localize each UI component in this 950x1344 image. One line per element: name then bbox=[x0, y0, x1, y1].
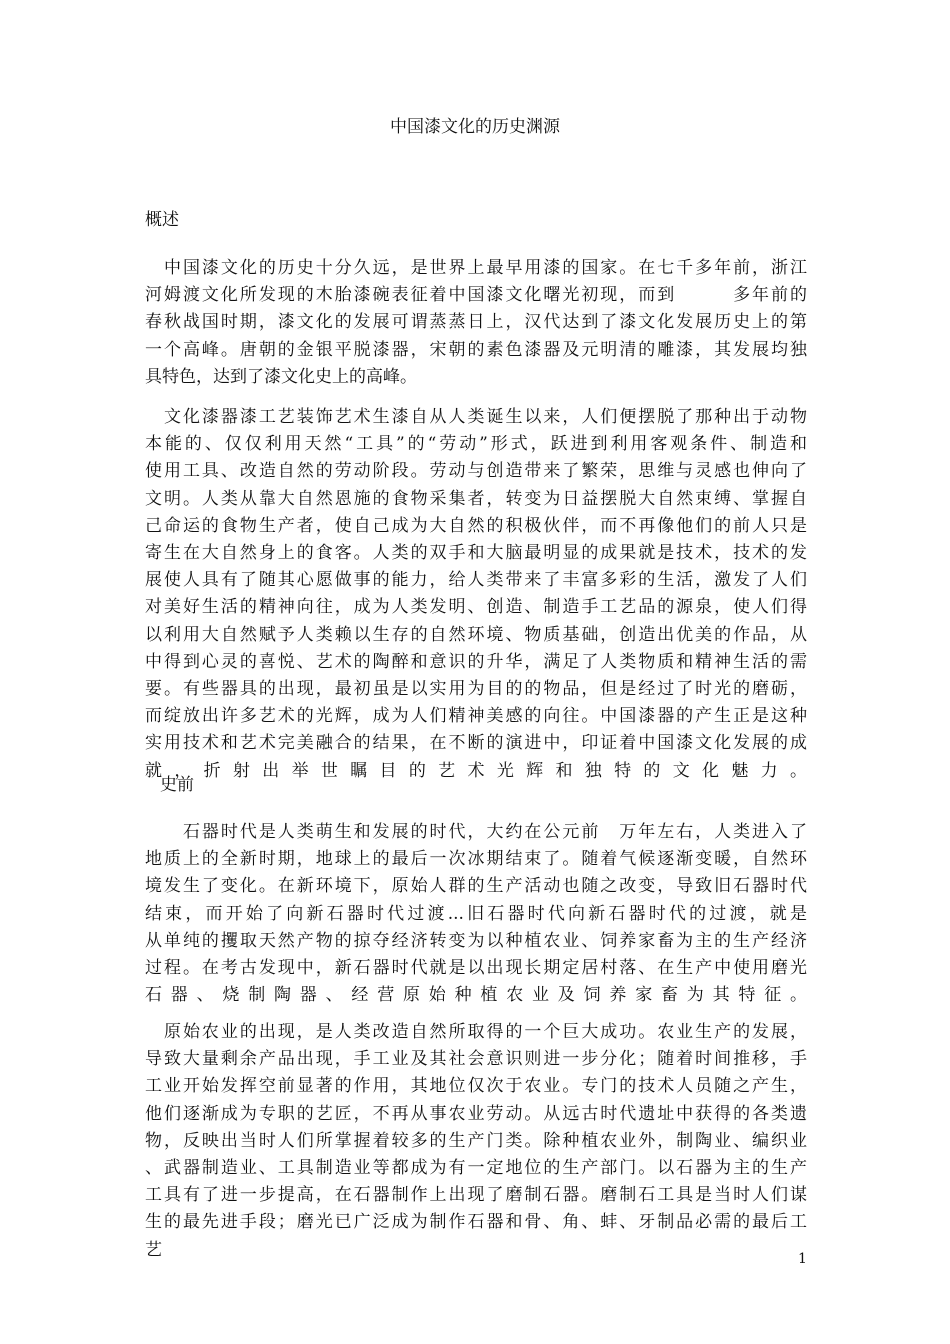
paragraph-overview-2 bbox=[145, 404, 807, 785]
text-line: 寄生在大自然身上的食客。人类的双手和大脑最明显的成果就是技术，技术的发 bbox=[145, 543, 807, 564]
text-line: 境发生了变化。在新环境下，原始人群的生产活动也随之改变，导致旧石器时代 bbox=[145, 876, 807, 897]
text-line: 艺 bbox=[145, 1239, 162, 1260]
text-line: 导致大量剩余产品出现，手工业及其社会意识则进一步分化；随着时间推移，手 bbox=[145, 1049, 807, 1070]
text-line: 生的最先进手段；磨光已广泛成为制作石器和骨、角、蚌、牙制品必需的最后工 bbox=[145, 1212, 807, 1233]
text-line: 结束，而开始了向新石器时代过渡...旧石器时代向新石器时代的过渡，就是 bbox=[145, 903, 807, 924]
section-heading-overview: 概述 bbox=[145, 210, 179, 230]
text-line: 他们逐渐成为专职的艺匠，不再从事农业劳动。从远古时代遗址中获得的各类遗 bbox=[145, 1103, 807, 1124]
text-line: 本能的、仅仅利用天然“工具”的“劳动”形式，跃进到利用客观条件、制造和 bbox=[145, 434, 807, 455]
text-line: 文明。人类从靠大自然恩施的食物采集者，转变为日益摆脱大自然束缚、掌握自 bbox=[145, 488, 807, 509]
text-line: 对美好生活的精神向往，成为人类发明、创造、制造手工艺品的源泉，使人们得 bbox=[145, 597, 807, 618]
section-heading-prehistory: 史前 bbox=[160, 775, 194, 795]
text-line: 物，反映出当时人们所掌握着较多的生产门类。除种植农业外，制陶业、编织业 bbox=[145, 1130, 807, 1151]
text-line: 过程。在考古发现中，新石器时代就是以出现长期定居村落、在生产中使用磨光 bbox=[145, 958, 807, 979]
text-line: 春秋战国时期，漆文化的发展可谓蒸蒸日上，汉代达到了漆文化发展历史上的第 bbox=[145, 312, 807, 333]
text-line: 文化漆器漆工艺装饰艺术生漆自从人类诞生以来，人们便摆脱了那种出于动物 bbox=[145, 407, 807, 427]
text-line: 而绽放出许多艺术的光辉，成为人们精神美感的向往。中国漆器的产生正是这种 bbox=[145, 706, 807, 727]
paragraph-overview-1 bbox=[145, 255, 807, 391]
text-line: 石器时代是人类萌生和发展的时代，大约在公元前 万年左右，人类进入了 bbox=[145, 822, 807, 842]
text-line: 中得到心灵的喜悦、艺术的陶醉和意识的升华，满足了人类物质和精神生活的需 bbox=[145, 651, 807, 672]
text-line: 使用工具、改造自然的劳动阶段。劳动与创造带来了繁荣，思维与灵感也伸向了 bbox=[145, 461, 807, 482]
text-line: 工业开始发挥空前显著的作用，其地位仅次于农业。专门的技术人员随之产生， bbox=[145, 1076, 807, 1097]
text-line: 工具有了进一步提高，在石器制作上出现了磨制石器。磨制石工具是当时人们谋 bbox=[145, 1185, 807, 1206]
paragraph-prehistory-2 bbox=[145, 1019, 807, 1264]
text-line: 石器、烧制陶器、经营原始种植农业及饲养家畜为其特征。 bbox=[145, 985, 807, 1006]
text-line: 中国漆文化的历史十分久远，是世界上最早用漆的国家。在七千多年前，浙江 bbox=[145, 258, 807, 278]
text-line: 河姆渡文化所发现的木胎漆碗表征着中国漆文化曙光初现，而到 多年前的 bbox=[145, 285, 807, 306]
text-line: 从单纯的攫取天然产物的掠夺经济转变为以种植农业、饲养家畜为主的生产经济 bbox=[145, 930, 807, 951]
text-line: 展使人具有了随其心愿做事的能力，给人类带来了丰富多彩的生活，激发了人们 bbox=[145, 570, 807, 591]
text-line: 一个高峰。唐朝的金银平脱漆器，宋朝的素色漆器及元明清的雕漆，其发展均独 bbox=[145, 339, 807, 360]
text-line: 地质上的全新时期，地球上的最后一次冰期结束了。随着气候逐渐变暖，自然环 bbox=[145, 849, 807, 870]
text-line: 要。有些器具的出现，最初虽是以实用为目的的物品，但是经过了时光的磨砺， bbox=[145, 679, 807, 700]
text-line: 以利用大自然赋予人类赖以生存的自然环境、物质基础，创造出优美的作品，从 bbox=[145, 624, 807, 645]
text-line: 己命运的食物生产者，使自己成为大自然的积极伙伴，而不再像他们的前人只是 bbox=[145, 515, 807, 536]
text-line: 实用技术和艺术完美融合的结果，在不断的演进中，印证着中国漆文化发展的成 bbox=[145, 733, 807, 754]
text-line: 就，折射出举世瞩目的艺术光辉和独特的文化魅力。 bbox=[145, 760, 807, 781]
text-line: 原始农业的出现，是人类改造自然所取得的一个巨大成功。农业生产的发展， bbox=[145, 1022, 807, 1042]
page-number: 1 bbox=[798, 1251, 807, 1267]
document-title: 中国漆文化的历史渊源 bbox=[390, 117, 560, 137]
text-line: 具特色，达到了漆文化史上的高峰。 bbox=[145, 366, 417, 387]
paragraph-prehistory-1 bbox=[145, 819, 807, 1009]
text-line: 、武器制造业、工具制造业等都成为有一定地位的生产部门。以石器为主的生产 bbox=[145, 1158, 807, 1179]
